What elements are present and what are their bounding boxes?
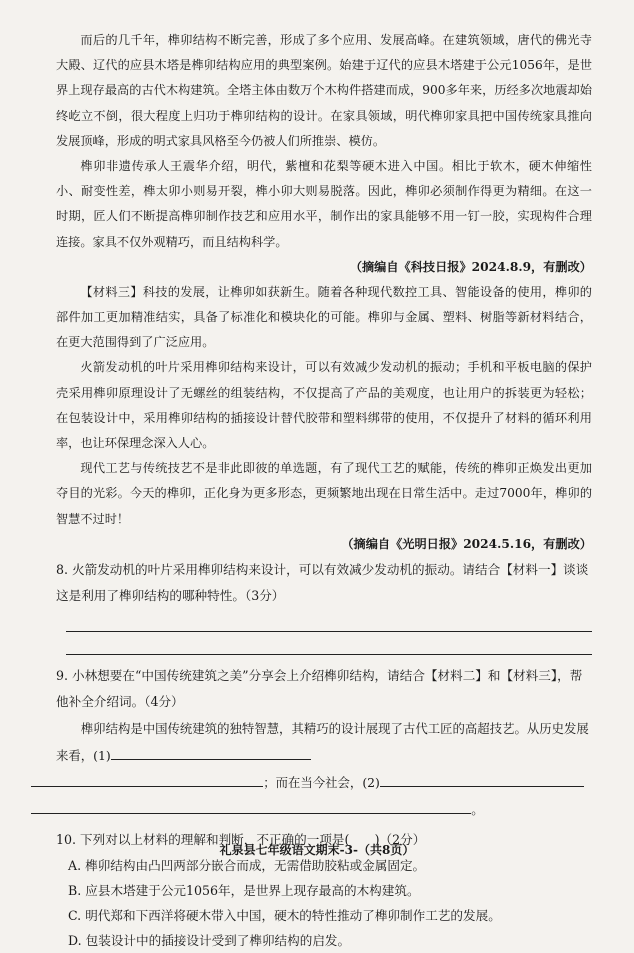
page-footer: 礼泉县七年级语文期末-3-（共8页）	[219, 843, 415, 857]
q9-blank-2a[interactable]	[380, 772, 584, 787]
q9-fill-end: 。	[471, 801, 484, 817]
source-1: （摘编自《科技日报》2024.8.9，有删改）	[349, 259, 592, 274]
answer-line-8a[interactable]	[66, 609, 592, 632]
q9-fill-text-a: 榫卯结构是中国传统建筑的独特智慧，其精巧的设计展现了古代工匠的高超技艺。从历史发展来看，(1)	[56, 720, 589, 763]
question-9: 9. 小林想要在“中国传统建筑之美”分享会上介绍榫卯结构，请结合【材料二】和【材料三】，帮他补全介绍词。（4分）	[56, 667, 583, 709]
q9-blank-2b[interactable]	[31, 799, 471, 814]
question-10: 10. 下列对以上材料的理解和判断，不正确的一项是( )（2分）	[56, 831, 426, 847]
q10-option-d[interactable]: D. 包装设计中的插接设计受到了榫卯结构的启发。	[68, 932, 351, 948]
material3-paragraph-2: 火箭发动机的叶片采用榫卯结构来设计，可以有效减少发动机的振动；手机和平板电脑的保护壳采用榫卯原理设计了无螺丝的组装结构，不仅提高了产品的美观度，也让用户的拆装更为轻松；在包装设计中，采用榫卯结构的插接设计替代胶带和塑料绑带的使用，不仅提升了材料的循环利用率，也让环保理念深入人心。	[56, 360, 592, 451]
q9-fill-text-b: ；而在当今社会，(2)	[263, 774, 380, 790]
question-9-fill	[56, 715, 592, 823]
q9-blank-1b[interactable]	[31, 772, 263, 787]
material1-paragraph-1: 而后的几千年，榫卯结构不断完善，形成了多个应用、发展高峰。在建筑领域，唐代的佛光寺大殿、辽代的应县木塔是榫卯结构应用的典型案例。始建于辽代的应县木塔建于公元1056年，是世界上现存最高的古代木构建筑。全塔主体由数万个木构件搭建而成，900多年来，历经多次地震却始终屹立不倒，很大程度上归功于榫卯结构的设计。在家具领域，明代榫卯家具把中国传统家具推向发展顶峰，形成的明式家具风格至今仍被人们所推崇、模仿。	[56, 33, 592, 148]
q10-option-a[interactable]: A. 榫卯结构由凸凹两部分嵌合而成，无需借助胶粘或金属固定。	[68, 857, 426, 873]
q10-option-b[interactable]: B. 应县木塔建于公元1056年，是世界上现存最高的木构建筑。	[68, 882, 420, 898]
material3-paragraph-1: 【材料三】科技的发展，让榫卯如获新生。随着各种现代数控工具、智能设备的使用，榫卯的部件加工更加精准结实，具备了标准化和模块化的可能。榫卯与金属、塑料、树脂等新材料结合，在更大范围得到了广泛应用。	[56, 284, 592, 350]
q10-option-c[interactable]: C. 明代郑和下西洋将硬木带入中国，硬木的特性推动了榫卯制作工艺的发展。	[68, 907, 501, 923]
source-3: （摘编自《光明日报》2024.5.16，有删改）	[341, 536, 592, 551]
answer-line-8b[interactable]	[66, 632, 592, 655]
material1-paragraph-2: 榫卯非遗传承人王震华介绍，明代，紫檀和花梨等硬木进入中国。相比于软木，硬木伸缩性小、耐变性差，榫太卯小则易开裂，榫小卯大则易脱落。因此，榫卯必须制作得更为精细。在这一时期，匠人们不断提高榫卯制作技艺和应用水平，制作出的家具能够不用一钉一胶，实现构件合理连接。家具不仅外观精巧，而且结构科学。	[56, 159, 592, 249]
question-8: 8. 火箭发动机的叶片采用榫卯结构来设计，可以有效减少发动机的振动。请结合【材料一】谈谈这是利用了榫卯结构的哪种特性。（3分）	[56, 561, 589, 603]
q9-blank-1a[interactable]	[111, 745, 311, 760]
material3-paragraph-3: 现代工艺与传统技艺不是非此即彼的单选题，有了现代工艺的赋能，传统的榫卯正焕发出更加夺目的光彩。今天的榫卯，正化身为更多形态，更频繁地出现在日常生活中。走过7000年，榫卯的智慧不过时！	[56, 461, 592, 526]
